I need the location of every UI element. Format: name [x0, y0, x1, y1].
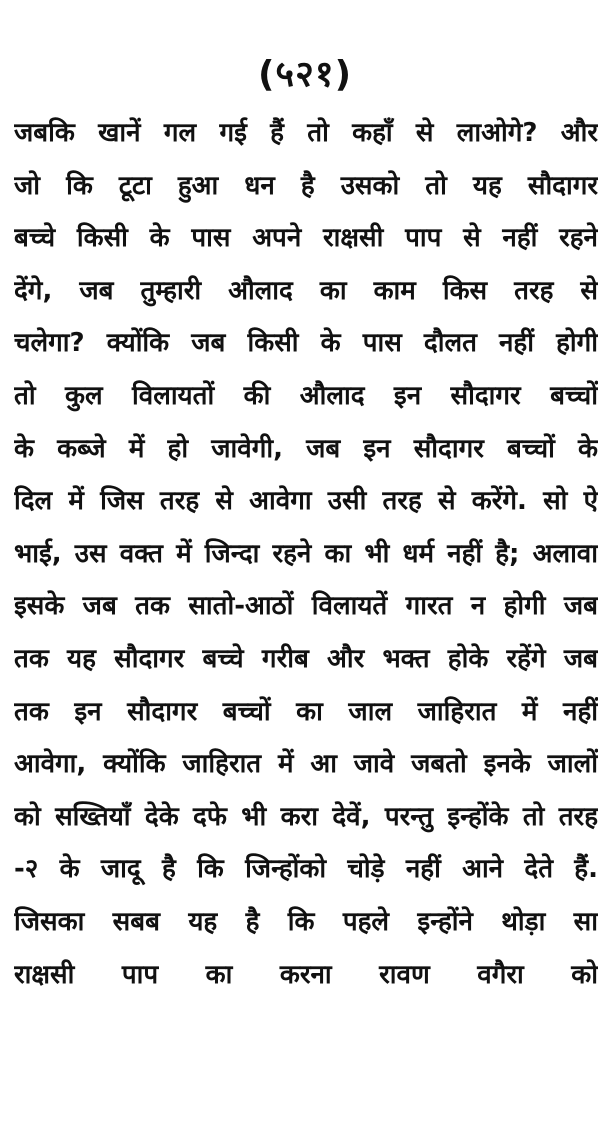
text-line: आवेगा, क्योंकि जाहिरात में आ जावे जबतो इनके जालों: [14, 749, 598, 780]
page-number: (५२१): [257, 54, 353, 95]
text-line: देंगे, जब तुम्हारी औलाद का काम किस तरह से: [14, 275, 598, 306]
text-line: जो कि टूटा हुआ धन है उसको तो यह सौदागर: [14, 170, 598, 201]
body-text: [14, 107, 598, 1001]
text-line: राक्षसी पाप का करना रावण वगैरा को: [14, 959, 598, 990]
text-line: भाई, उस वक्त में जिन्दा रहने का भी धर्म नहीं है; अलावा: [14, 538, 598, 569]
text-line: तक इन सौदागर बच्चों का जाल जाहिरात में नहीं: [14, 696, 598, 727]
text-line: तो कुल विलायतों की औलाद इन सौदागर बच्चों: [14, 380, 598, 411]
text-line: जिसका सबब यह है कि पहले इन्होंने थोड़ा सा: [14, 906, 598, 937]
text-line: चलेगा? क्योंकि जब किसी के पास दौलत नहीं होगी: [14, 328, 598, 359]
text-line: को सख्तियाँ देके दफे भी करा देवें, परन्तु इन्होंके तो तरह: [14, 801, 598, 832]
text-line: तक यह सौदागर बच्चे गरीब और भक्त होके रहेंगे जब: [14, 643, 598, 674]
text-line: -२ के जादू है कि जिन्होंको चोड़े नहीं आने देते हैं.: [14, 854, 598, 885]
text-line: जबकि खानें गल गई हैं तो कहाँ से लाओगे? और: [14, 118, 598, 148]
text-line: बच्चे किसी के पास अपने राक्षसी पाप से नहीं रहने: [14, 223, 598, 254]
text-line: के कब्जे में हो जावेगी, जब इन सौदागर बच्चों के: [14, 433, 598, 464]
text-line: इसके जब तक सातो-आठों विलायतें गारत न होगी जब: [14, 591, 598, 622]
text-line: दिल में जिस तरह से आवेगा उसी तरह से करेंगे. सो ऐ: [14, 486, 598, 517]
